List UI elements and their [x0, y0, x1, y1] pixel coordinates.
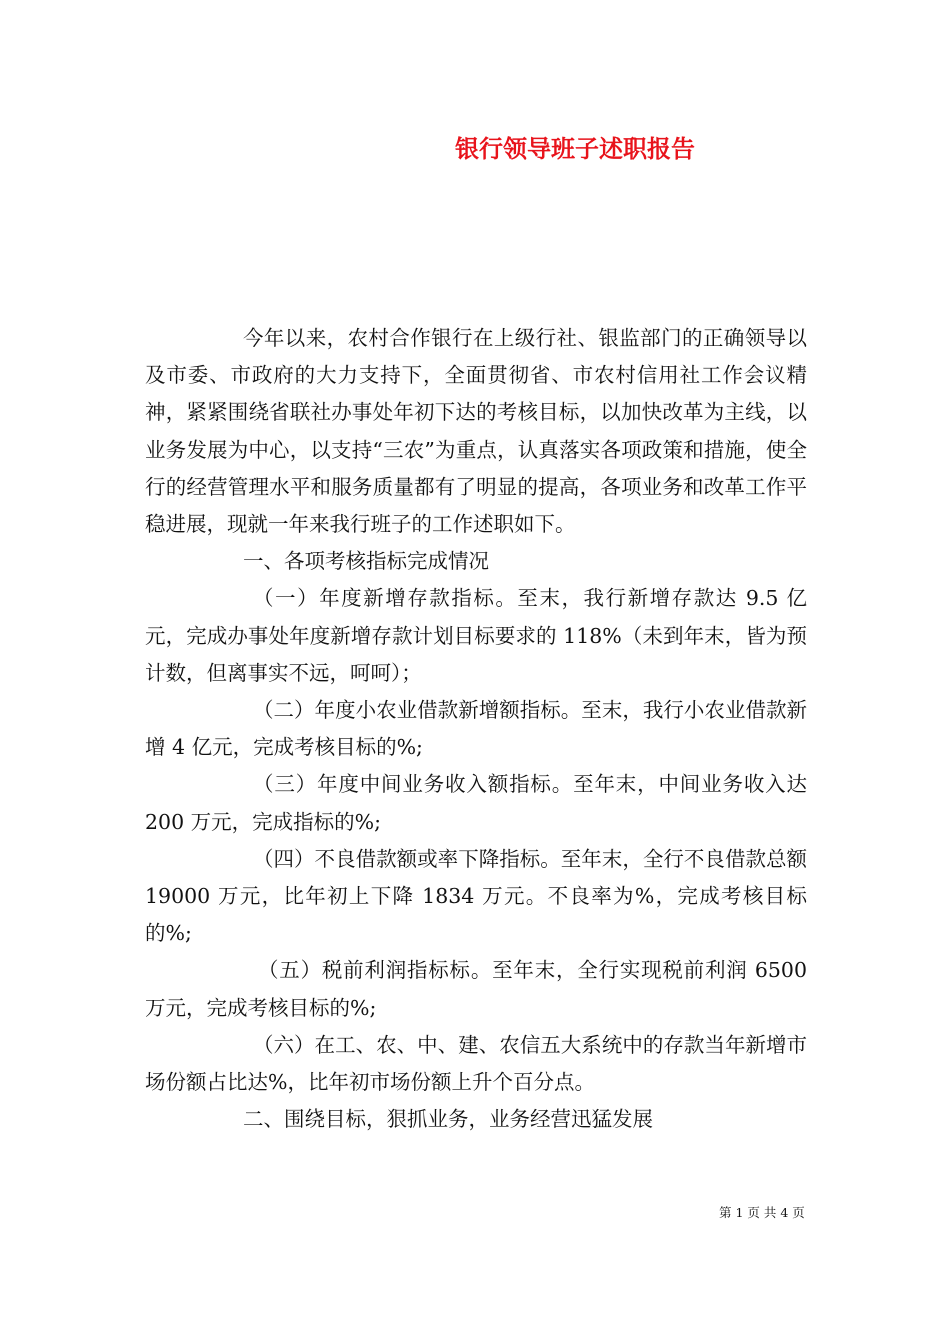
document-title: 银行领导班子述职报告: [455, 134, 695, 163]
paragraph-item-4: （四）不良借款额或率下降指标。至年末，全行不良借款总额 19000 万元，比年初上下降 1834 万元。不良率为%，完成考核目标的%;: [145, 846, 807, 946]
paragraph-item-6: （六）在工、农、中、建、农信五大系统中的存款当年新增市场份额占比达%，比年初市场份额上升个百分点。: [145, 1032, 807, 1095]
paragraph-item-1: （一）年度新增存款指标。至末，我行新增存款达 9.5 亿元，完成办事处年度新增存款计划目标要求的 118%（未到年末，皆为预计数，但离事实不远，呵呵）；: [145, 586, 807, 685]
heading-section-2: 二、围绕目标，狠抓业务，业务经营迅猛发展: [243, 1107, 653, 1132]
paragraph-intro: 今年以来，农村合作银行在上级行社、银监部门的正确领导以及市委、市政府的大力支持下，全面贯彻省、市农村信用社工作会议精神，紧紧围绕省联社办事处年初下达的考核目标，以加快改革为主线，以业务发展为中心，以支持“三农”为重点，认真落实各项政策和措施，使全行的经营管理水平和服务质量都有了明显的提高，各项业务和改革工作平稳进展，现就一年来我行班子的工作述职如下。: [145, 326, 807, 537]
paragraph-item-2: （二）年度小农业借款新增额指标。至末，我行小农业借款新增 4 亿元，完成考核目标的%;: [145, 698, 807, 760]
paragraph-item-3: （三）年度中间业务收入额指标。至年末，中间业务收入达 200 万元，完成指标的%;: [145, 772, 807, 834]
page-number: 第 1 页 共 4 页: [719, 1205, 805, 1220]
heading-section-1: 一、各项考核指标完成情况: [243, 549, 489, 574]
paragraph-item-5: （五）税前利润指标标。至年末，全行实现税前利润 6500 万元，完成考核目标的%;: [145, 958, 807, 1020]
document-body: [145, 320, 807, 1138]
